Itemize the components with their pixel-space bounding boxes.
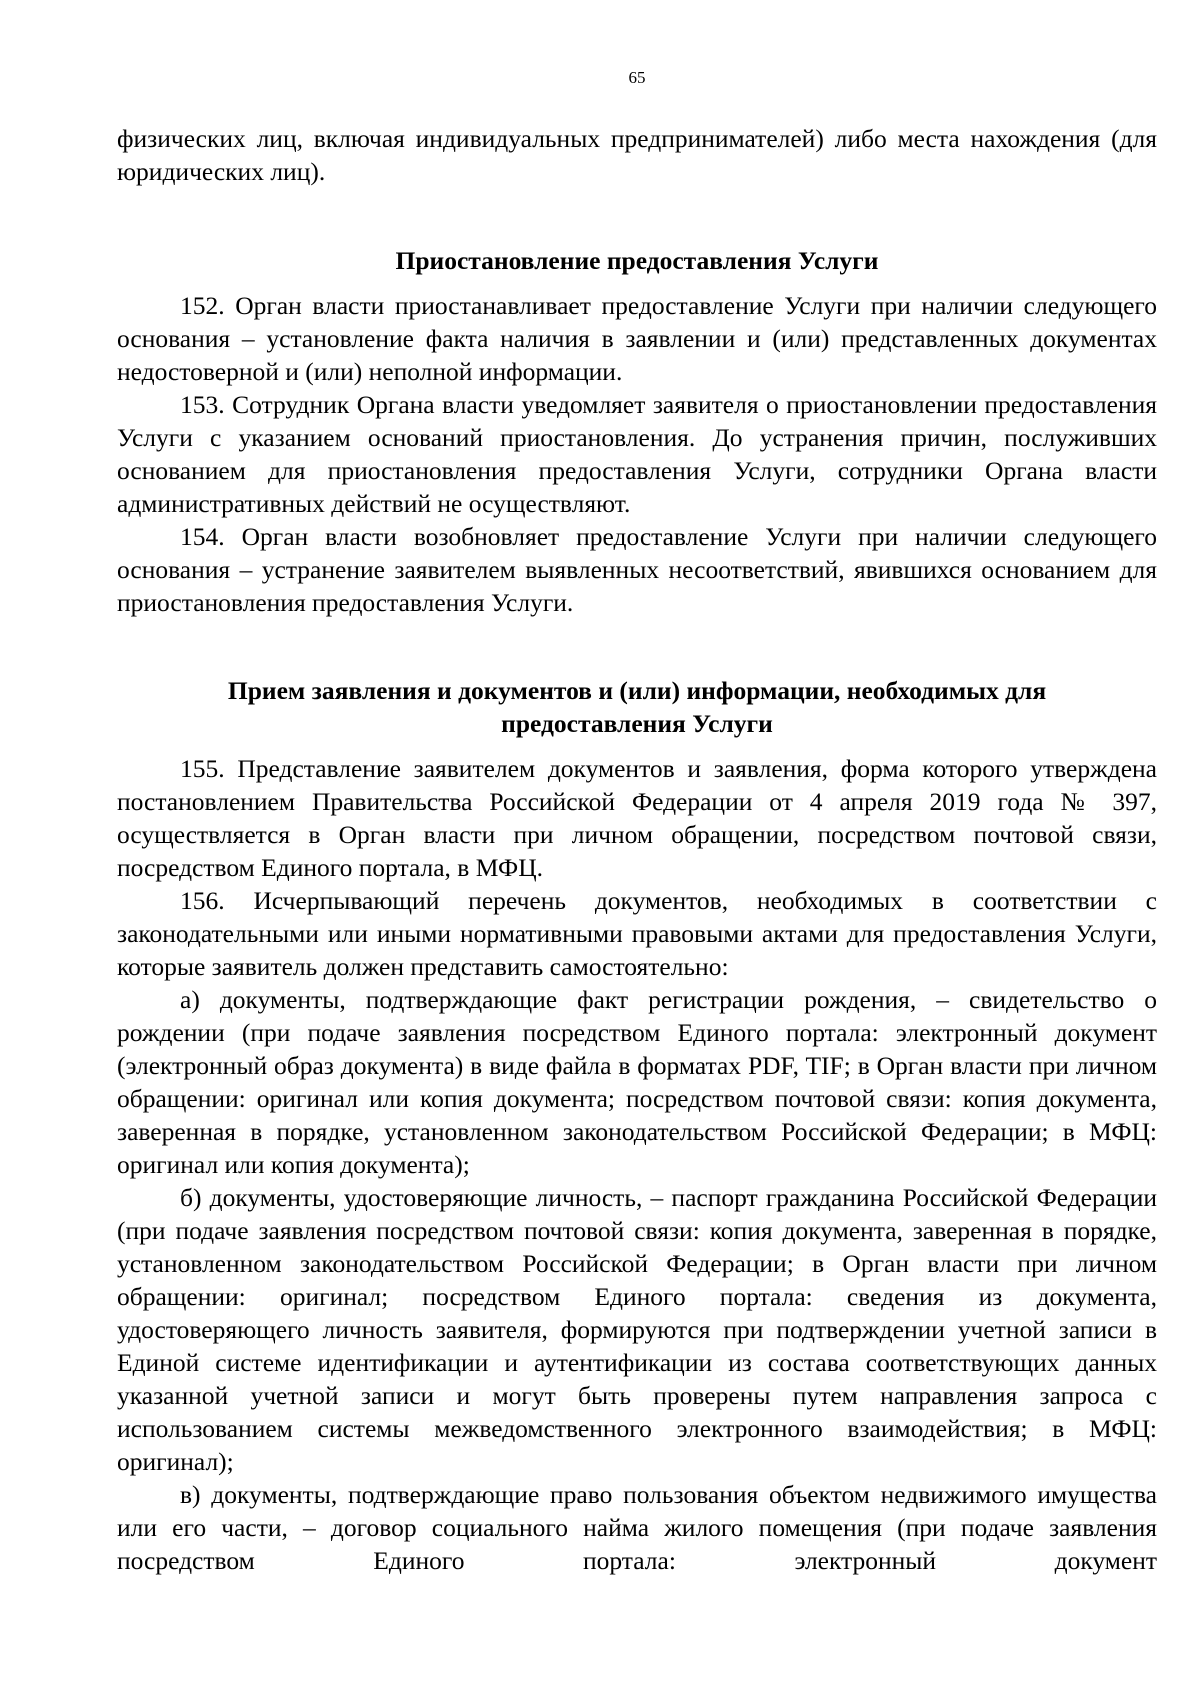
paragraph-152: 152. Орган власти приостанавливает предоставление Услуги при наличии следующего основания – установление факта наличия в заявлении и (или) представленных документах недостоверной и (или) неполной информации. [117, 291, 1157, 386]
list-item-b: б) документы, удостоверяющие личность, – паспорт гражданина Российской Федерации (при подаче заявления посредством почтовой связи: копия документа, заверенная в порядке, установленном законодательством Российской Федерации; в Орган власти при личном обращении: оригинал; посредством Единого портала: сведения из документа, удостоверяющего личность заявителя, формируются при подтверждении учетной записи в Единой системе идентификации и аутентификации из состава соответствующих данных указанной учетной записи и могут быть проверены путем направления запроса с использованием системы межведомственного электронного взаимодействия; в МФЦ: оригинал); [117, 1183, 1157, 1476]
section-heading-suspension: Приостановление предоставления Услуги [395, 246, 879, 275]
paragraph-154: 154. Орган власти возобновляет предоставление Услуги при наличии следующего основания – устранение заявителем выявленных несоответствий, явившихся основанием для приостановления предоставления Услуги. [117, 522, 1157, 617]
paragraph-continuation: физических лиц, включая индивидуальных предпринимателей) либо места нахождения (для юридических лиц). [117, 124, 1157, 186]
paragraph-155: 155. Представление заявителем документов и заявления, форма которого утверждена постановлением Правительства Российской Федерации от 4 апреля 2019 года № 397, осуществляется в Орган власти при личном обращении, посредством почтовой связи, посредством Единого портала, в МФЦ. [117, 754, 1157, 882]
paragraph-156: 156. Исчерпывающий перечень документов, необходимых в соответствии с законодательными или иными нормативными правовыми актами для предоставления Услуги, которые заявитель должен представить самостоятельно: [117, 886, 1157, 981]
section-heading-reception [117, 674, 1157, 740]
list-item-v: в) документы, подтверждающие право пользования объектом недвижимого имущества или его части, – договор социального найма жилого помещения (при подаче заявления посредством Единого портала: электронный документ [117, 1480, 1157, 1575]
paragraph-153: 153. Сотрудник Органа власти уведомляет заявителя о приостановлении предоставления Услуги с указанием оснований приостановления. До устранения причин, послуживших основанием для приостановления предоставления Услуги, сотрудники Органа власти административных действий не осуществляют. [117, 390, 1157, 518]
list-item-a: а) документы, подтверждающие факт регистрации рождения, – свидетельство о рождении (при подаче заявления посредством Единого портала: электронный документ (электронный образ документа) в виде файла в форматах PDF, TIF; в Орган власти при личном обращении: оригинал или копия документа; посредством почтовой связи: копия документа, заверенная в порядке, установленном законодательством Российской Федерации; в МФЦ: оригинал или копия документа); [117, 985, 1157, 1179]
section-heading-reception-line2: предоставления Услуги [501, 709, 773, 738]
document-body [117, 122, 1157, 1577]
page-number: 65 [628, 68, 646, 87]
section-heading-reception-line1: Прием заявления и документов и (или) информации, необходимых для [227, 676, 1047, 705]
